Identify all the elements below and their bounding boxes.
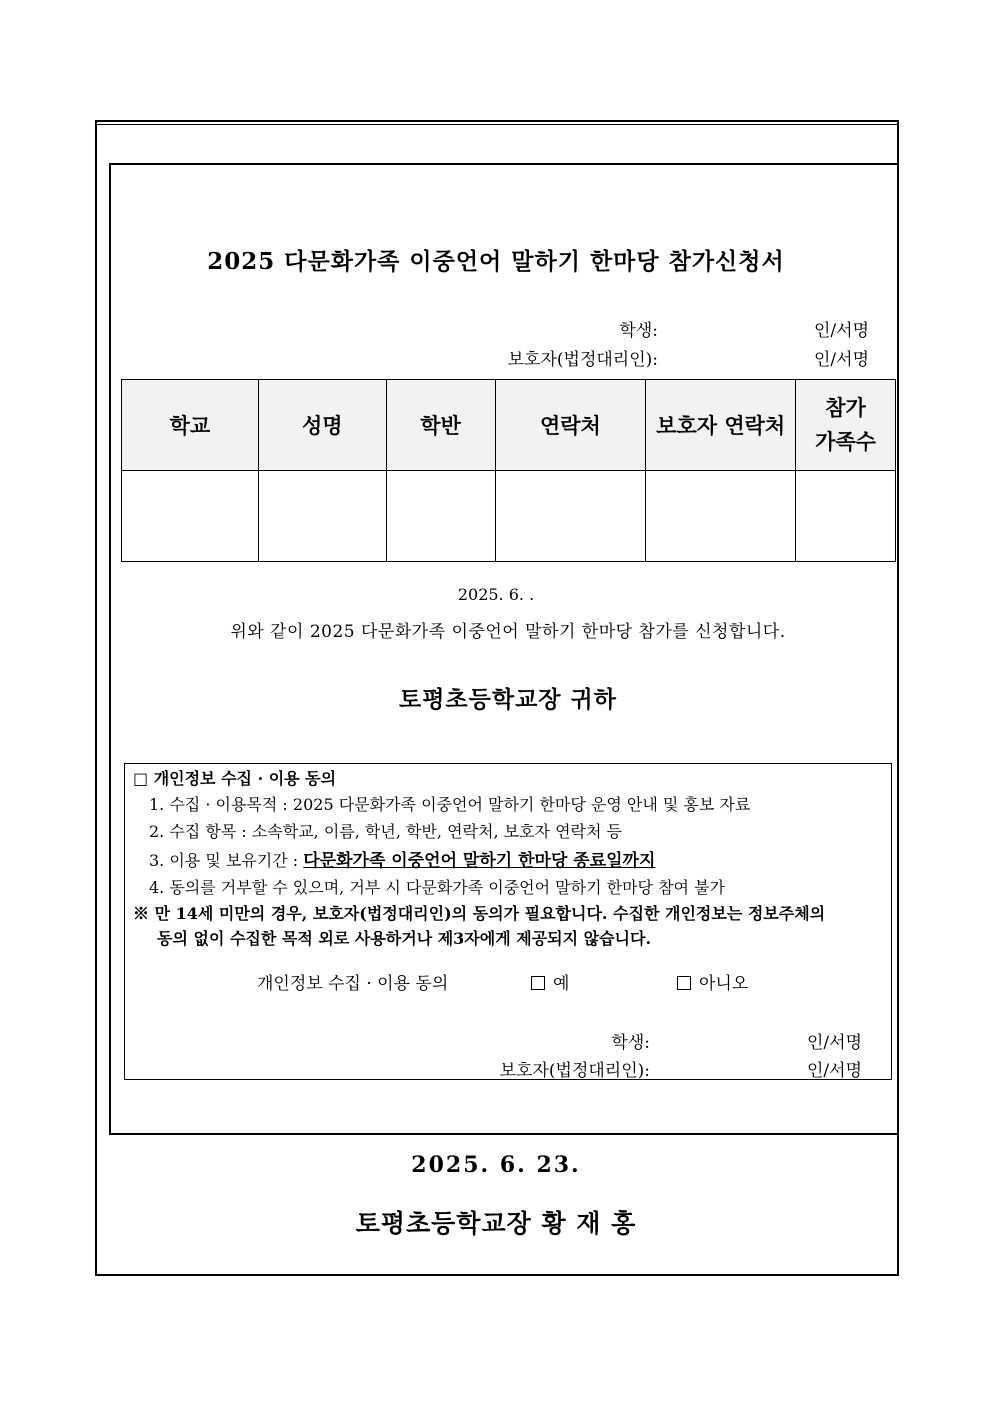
consent-yes-label: 예 bbox=[553, 974, 570, 994]
consent-no-option[interactable] bbox=[677, 969, 748, 994]
student-sign-field[interactable]: 인/서명 bbox=[814, 321, 869, 341]
privacy-student-sign-field[interactable]: 인/서명 bbox=[807, 1033, 862, 1053]
header-family-count-line2: 가족수 bbox=[815, 430, 876, 454]
header-name: 성명 bbox=[258, 380, 386, 471]
guardian-sign-label: 보호자(법정대리인): bbox=[507, 350, 658, 370]
privacy-item-period bbox=[149, 846, 655, 871]
privacy-note-line2: 동의 없이 수집한 목적 외로 사용하거나 제3자에게 제공되지 않습니다. bbox=[157, 929, 652, 948]
cell-guardian-contact[interactable] bbox=[646, 471, 796, 562]
privacy-item-refusal: 4. 동의를 거부할 수 있으며, 거부 시 다문화가족 이중언어 말하기 한마당 참여 불가 bbox=[149, 878, 725, 897]
cell-name[interactable] bbox=[258, 471, 386, 562]
consent-no-label: 아니오 bbox=[699, 974, 749, 994]
consent-yes-checkbox[interactable] bbox=[531, 976, 545, 990]
privacy-item-period-value: 다문화가족 이중언어 말하기 한마당 종료일까지 bbox=[303, 851, 656, 871]
guardian-sign-field[interactable]: 인/서명 bbox=[814, 350, 869, 370]
outer-frame-double-line bbox=[95, 124, 899, 125]
consent-yes-option[interactable] bbox=[531, 969, 569, 994]
header-guardian-contact: 보호자 연락처 bbox=[646, 380, 796, 471]
privacy-student-sign-label: 학생: bbox=[611, 1033, 650, 1053]
cell-class[interactable] bbox=[386, 471, 495, 562]
cell-school[interactable] bbox=[122, 471, 259, 562]
consent-label: 개인정보 수집 · 이용 동의 bbox=[257, 974, 449, 994]
application-statement: 위와 같이 2025 다문화가족 이중언어 말하기 한마당 참가를 신청합니다. bbox=[230, 622, 786, 642]
privacy-consent-box bbox=[124, 763, 892, 1080]
application-table bbox=[121, 379, 896, 562]
header-school: 학교 bbox=[122, 380, 259, 471]
form-title: 2025 다문화가족 이중언어 말하기 한마당 참가신청서 bbox=[207, 248, 785, 275]
privacy-guardian-sign-label: 보호자(법정대리인): bbox=[499, 1061, 650, 1081]
cell-family-count[interactable] bbox=[796, 471, 896, 562]
student-sign-label: 학생: bbox=[619, 321, 658, 341]
table-row bbox=[122, 471, 896, 562]
cell-contact[interactable] bbox=[495, 471, 646, 562]
header-class: 학반 bbox=[386, 380, 495, 471]
privacy-heading: □ 개인정보 수집 · 이용 동의 bbox=[133, 769, 337, 788]
header-family-count bbox=[796, 380, 896, 471]
consent-no-checkbox[interactable] bbox=[677, 976, 691, 990]
table-header-row bbox=[122, 380, 896, 471]
privacy-item-period-label: 3. 이용 및 보유기간 : bbox=[149, 851, 304, 870]
application-date: 2025. 6. . bbox=[457, 585, 535, 604]
privacy-guardian-sign-field[interactable]: 인/서명 bbox=[807, 1061, 862, 1081]
principal-name: 토평초등학교장 황 재 홍 bbox=[355, 1209, 637, 1238]
privacy-item-fields: 2. 수집 항목 : 소속학교, 이름, 학년, 학반, 연락처, 보호자 연락처 등 bbox=[149, 822, 622, 841]
privacy-note-line1: ※ 만 14세 미만의 경우, 보호자(법정대리인)의 동의가 필요합니다. 수집한 개인정보는 정보주체의 bbox=[133, 904, 826, 923]
addressee: 토평초등학교장 귀하 bbox=[399, 686, 617, 713]
privacy-item-purpose: 1. 수집 · 이용목적 : 2025 다문화가족 이중언어 말하기 한마당 운영 안내 및 홍보 자료 bbox=[149, 795, 751, 814]
header-family-count-line1: 참가 bbox=[825, 396, 866, 420]
header-contact: 연락처 bbox=[495, 380, 646, 471]
issue-date: 2025. 6. 23. bbox=[411, 1152, 581, 1178]
